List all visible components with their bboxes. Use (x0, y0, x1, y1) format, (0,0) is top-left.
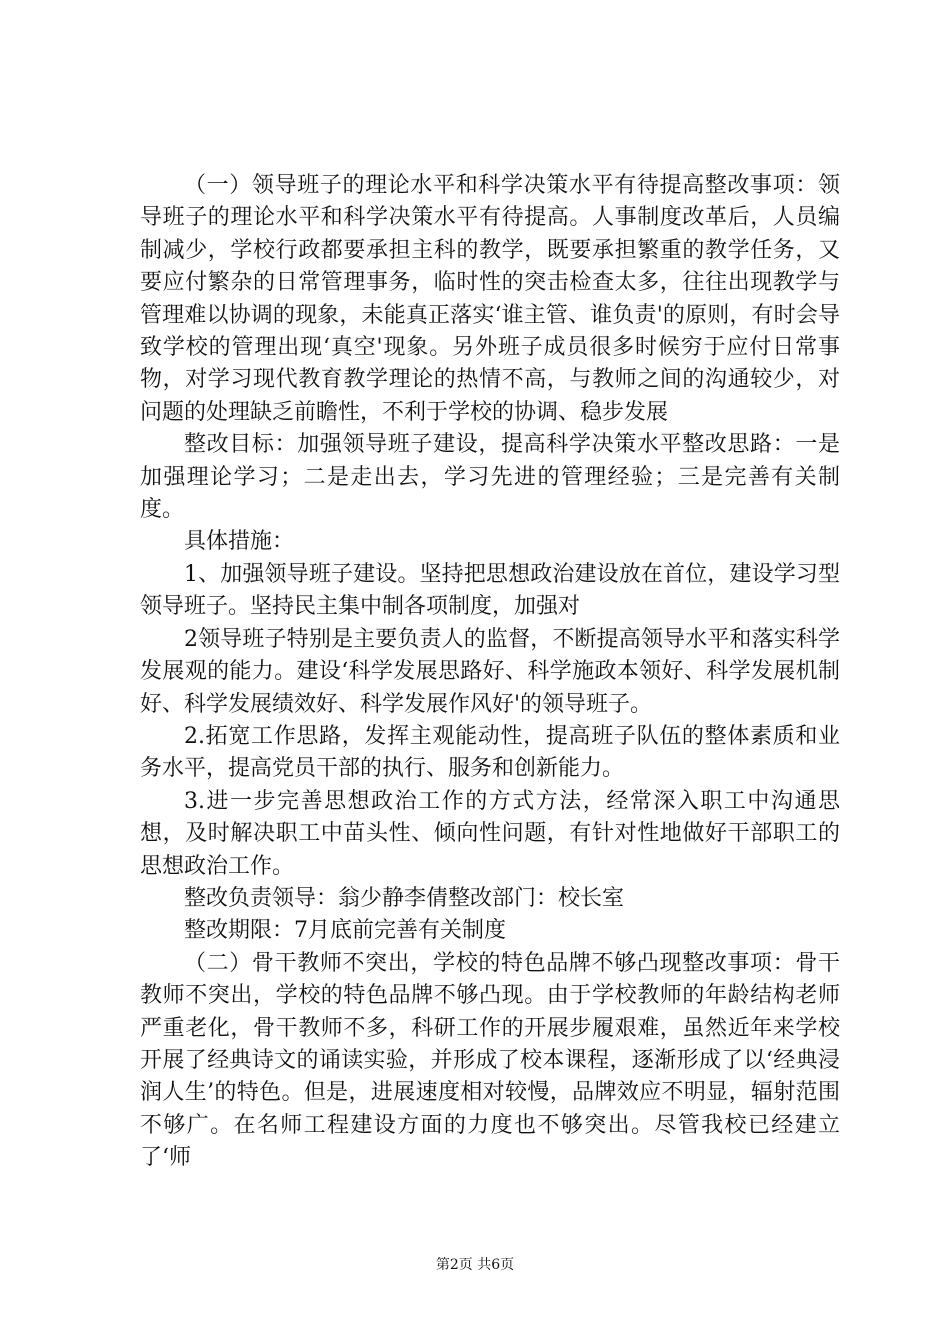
paragraph-measure-three: 3.进一步完善思想政治工作的方式方法，经常深入职工中沟通思想，及时解决职工中苗头性、倾向性问题，有针对性地做好干部职工的思想政治工作。 (140, 788, 840, 879)
paragraph-rectification-goal: 整改目标：加强领导班子建设，提高科学决策水平整改思路：一是加强理论学习；二是走出去，学习先进的管理经验；三是完善有关制度。 (140, 432, 840, 523)
paragraph-measure-one: 1、加强领导班子建设。坚持把思想政治建设放在首位，建设学习型领导班子。坚持民主集中制各项制度，加强对 (140, 561, 840, 620)
paragraph-deadline: 整改期限：7月底前完善有关制度 (184, 918, 506, 944)
document-body (140, 170, 840, 1175)
paragraph-responsible-leader: 整改负责领导：翁少静李倩整改部门：校长室 (184, 885, 625, 911)
paragraph-specific-measures-heading: 具体措施： (184, 529, 295, 555)
page-footer: 第2页 共6页 (435, 1257, 515, 1273)
paragraph-measure-two: 2.拓宽工作思路，发挥主观能动性，提高班子队伍的整体素质和业务水平，提高党员干部的执行、服务和创新能力。 (140, 723, 840, 782)
paragraph-issue-one: （一）领导班子的理论水平和科学决策水平有待提高整改事项：领导班子的理论水平和科学决策水平有待提高。人事制度改革后，人员编制减少，学校行政都要承担主科的教学，既要承担繁重的教学任务，又要应付繁杂的日常管理事务，临时性的突击检查太多，往往出现教学与管理难以协调的现象，未能真正落实‘谁主管、谁负责'的原则，有时会导致学校的管理出现‘真空'现象。另外班子成员很多时候穷于应付日常事物，对学习现代教育教学理论的热情不高，与教师之间的沟通较少，对问题的处理缺乏前瞻性，不利于学校的协调、稳步发展 (140, 173, 840, 425)
paragraph-issue-two: （二）骨干教师不突出，学校的特色品牌不够凸现整改事项：骨干教师不突出，学校的特色品牌不够凸现。由于学校教师的年龄结构老师严重老化，骨干教师不多，科研工作的开展步履艰难，虽然近年来学校开展了经典诗文的诵读实验，并形成了校本课程，逐渐形成了以‘经典浸润人生’的特色。但是，进展速度相对较慢，品牌效应不明显，辐射范围不够广。在名师工程建设方面的力度也不够突出。尽管我校已经建立了‘师 (140, 950, 840, 1171)
paragraph-measure-one-continued: 2领导班子特别是主要负责人的监督，不断提高领导水平和落实科学发展观的能力。建设‘科学发展思路好、科学施政本领好、科学发展机制好、科学发展绩效好、科学发展作风好'的领导班子。 (140, 626, 840, 717)
